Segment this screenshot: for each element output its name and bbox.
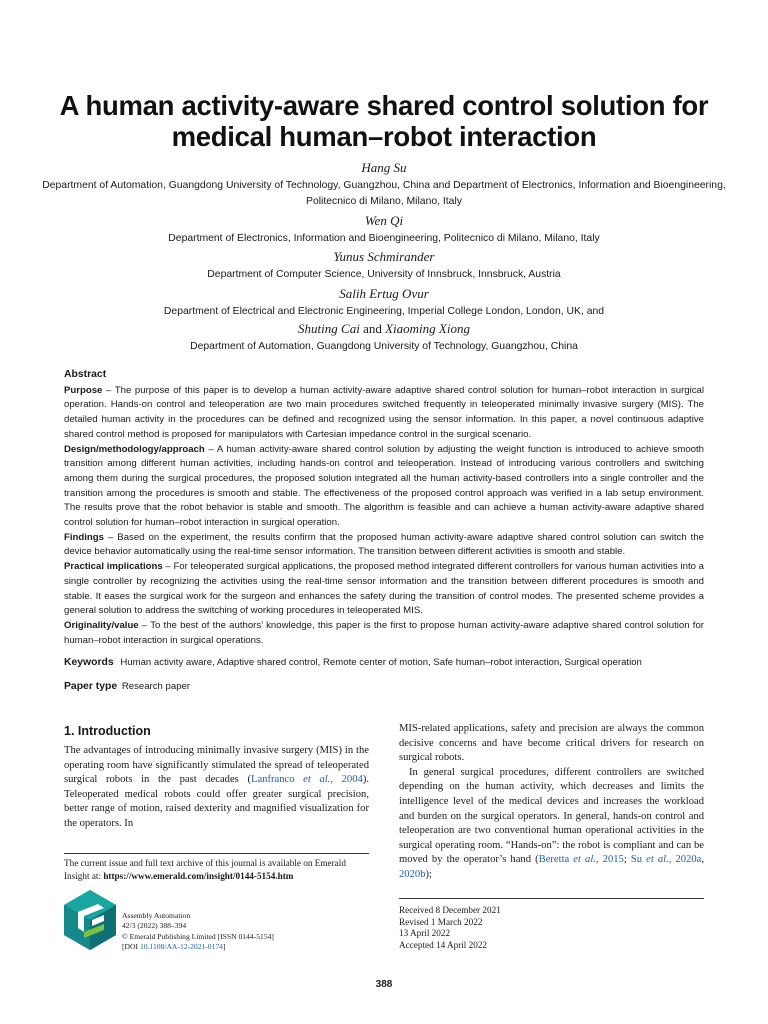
body-text: MIS-related applications, safety and precision are always the common decisive concerns and have become critical drivers for research on surgical robots. [399,723,704,764]
body-text: The advantages of introducing minimally invasive surgery (MIS) in the operating room have significantly stimulated the spread of teleoperated surgical robots in the past decades ( [64,745,369,786]
citation-link[interactable]: Su et al., 2020a [630,854,702,866]
footnote [64,857,369,883]
citation-link[interactable]: Beretta et al., 2015 [538,854,624,866]
journal-doi: [DOI 10.1108/AA-12-2021-0174] [122,942,226,952]
author-connector: and [363,321,382,336]
abstract-design [64,443,704,531]
author-name: Salih Ertug Ovur [339,286,429,301]
intro-right-column [399,722,704,883]
author-name: Xiaoming Xiong [385,321,470,336]
abstract-heading: Abstract [64,369,107,380]
abstract-findings [64,531,704,560]
abstract-section-label: Originality/value [64,619,139,631]
abstract-section-text: – A human activity-aware shared control solution by adjusting the weight function is introduced to achieve smooth transition among different human activities, including hands-on control and teleoperation. Instead of introducing various controllers and switching among them during the surgical procedures, the proposed solution integrated all the human activity-based controllers into a single controller and the transition among the procedures is smooth and stable. The effectiveness of the proposed control approach was verified in a lab setup environment. The results prove that the robot behavior is stable and smooth. The algorithm is feasible and can achieve a human activity-aware adaptive shared control solution for human–robot interaction in surgical operation. [64,443,704,529]
doi-link[interactable]: 10.1108/AA-12-2021-0174 [139,942,223,952]
abstract-practical [64,560,704,619]
emerald-logo-icon [64,890,116,950]
paper-type-text: Research paper [121,681,191,692]
section-heading: 1. Introduction [64,724,151,738]
body-text: ). Teleoperated medical robots could offer greater surgical precision, better range of motion, raised dexterity and magnified visualization for the operators. In [64,774,370,829]
date-accepted: Accepted 14 April 2022 [399,939,488,950]
author-affiliation: Department of Computer Science, University of Innsbruck, Innsbruck, Austria [207,269,561,280]
paper-type-label: Paper type [64,681,118,692]
article-dates [399,905,704,951]
keywords [64,656,714,670]
author-name: Shuting Cai [298,321,360,336]
keywords-label: Keywords [64,657,114,668]
author-name: Yunus Schmirander [333,249,435,264]
author-affiliation: Department of Electronics, Information and Bioengineering, Politecnico di Milano, Milano, Italy [168,233,600,244]
author-name: Hang Su [361,160,407,175]
abstract-section-text: – Based on the experiment, the results confirm that the proposed human activity-aware adaptive shared control solution can switch the device behavior automatically using the real-time sensor information. The transition between different activities is smooth and stable. [64,531,704,558]
date-revised-2: 13 April 2022 [399,928,451,939]
date-revised: Revised 1 March 2022 [399,916,483,927]
journal-volume: 42/3 (2022) 388–394 [122,921,187,931]
abstract-section-label: Purpose [64,384,103,396]
abstract-purpose [64,384,704,443]
citation-link[interactable]: 2020b [399,868,426,880]
abstract-section-text: – For teleoperated surgical applications, the proposed method integrated different controllers for various human activities into a single controller by recognizing the activities using the real-time sensor information and the transition between different procedures is smooth and stable. It eases the surgical work for the surgeon and enhances the safety during the transition of control modes. The presented scheme provides a general solution to address the switching of working procedures in teleoperated MIS. [64,561,705,617]
author-affiliation: Department of Automation, Guangdong University of Technology, Guangzhou, China [190,341,578,352]
journal-url-link[interactable]: https://www.emerald.com/insight/0144-5154.htm [103,871,294,881]
author-name: Wen Qi [364,213,404,228]
page-number: 388 [375,979,393,990]
paper-type [64,680,464,694]
author-affiliation: Department of Automation, Guangdong University of Technology, Guangzhou, China and Department of Electronics, Information and Bioengineering, Politecnico di Milano, Milano, Italy [42,180,726,207]
citation-link[interactable]: Lanfranco et al., 2004 [250,774,363,786]
abstract-section-label: Practical implications [64,561,163,573]
body-text: In general surgical procedures, different controllers are switched depending on the human activity, which decreases and limits the intelligence level of the medical devices and increases the workload and burden on the surgical operators. In general, hands-on control and teleoperation are two conventional human operational activities in the surgical operating room. “Hands-on”: the robot is compliant and can be moved by the operator’s hand (Beretta et al., 2015; Su et al., 2020a, 2020b); [399,766,705,880]
footnote-text: The current issue and full text archive of this journal is available on Emerald Insight at: [64,858,346,881]
journal-info [122,911,362,953]
keywords-text: Human activity aware, Adaptive shared control, Remote center of motion, Safe human–robot interaction, Surgical operation [120,657,642,668]
journal-publisher: © Emerald Publishing Limited [ISSN 0144-5154] [122,931,274,941]
dates-divider [399,898,704,899]
abstract-section-text: – The purpose of this paper is to develop a human activity-aware adaptive shared control solution for human–robot interaction in surgical operation. Hands-on control and teleoperation are two main procedures switched frequently in teleoperated minimally invasive surgery (MIS). The detailed human activity in the procedures can be defined and recognized using the sensor information. In this paper, a novel continuous adaptive shared control method is proposed for manipulators with Cartesian impedance control in the surgical scenario. [64,384,704,440]
author-name-group [0,321,768,337]
paper-title: A human activity-aware shared control solution for medical human–robot interaction [59,90,709,152]
intro-left-column [64,744,369,832]
abstract [64,368,704,648]
abstract-section-text: – To the best of the authors’ knowledge, this paper is the first to propose human activity-aware adaptive shared control solution for human–robot interaction in surgical operations. [64,619,704,646]
abstract-originality [64,619,704,648]
date-received: Received 8 December 2021 [399,905,501,915]
author-affiliation: Department of Electrical and Electronic Engineering, Imperial College London, London, UK, and [163,306,605,317]
footnote-divider [64,853,369,854]
abstract-section-label: Findings [64,531,104,543]
journal-name: Assembly Automation [122,911,191,920]
abstract-section-label: Design/methodology/approach [64,443,205,455]
